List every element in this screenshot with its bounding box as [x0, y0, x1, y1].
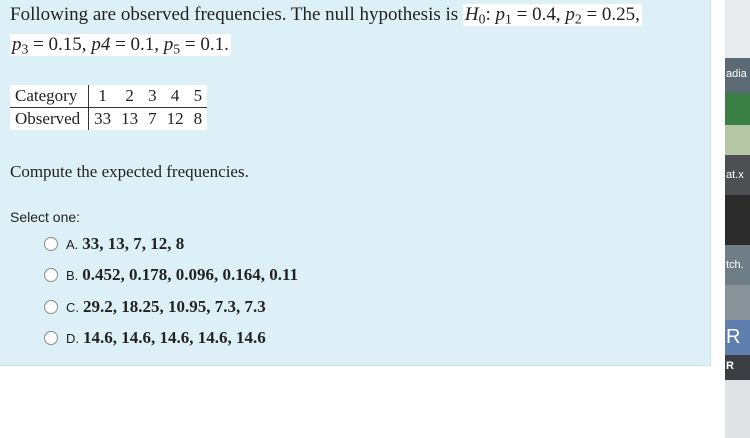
option-text: 29.2, 18.25, 10.95, 7.3, 7.3 [83, 297, 266, 316]
thumbnail-10[interactable] [725, 355, 750, 380]
h0-subscript: 0 [478, 11, 486, 27]
p4-value: = 0.1, [110, 34, 164, 55]
observed-cell: 33 [94, 109, 112, 128]
category-cell: 5 [189, 85, 208, 108]
thumbnail-label: at.x [726, 169, 744, 181]
p5-symbol: p [163, 34, 174, 55]
p2-value: = 0.25, [581, 4, 640, 25]
p5-subscript: 5 [173, 41, 181, 57]
table-row-category [10, 85, 207, 108]
option-text: 14.6, 14.6, 14.6, 14.6, 14.6 [83, 328, 266, 347]
row-header-observed: Observed [10, 108, 89, 131]
hypothesis-math-continued [10, 34, 231, 56]
p3-subscript: 3 [21, 41, 29, 57]
thumbnail-3[interactable] [725, 93, 750, 125]
category-cell: 4 [162, 85, 189, 108]
observed-cell: 12 [166, 109, 184, 128]
p2-subscript: 2 [574, 11, 582, 27]
null-hypothesis-math: $H_0$: $p_1 = 0.4$, $p_2 = 0.25$, [464, 4, 640, 27]
category-cell: 3 [143, 85, 162, 108]
radio-button-a[interactable] [44, 237, 58, 251]
frequency-table [10, 85, 207, 130]
instruction-text: Compute the expected frequencies. [10, 162, 249, 181]
select-one-label: Select one: [10, 209, 81, 225]
p1-subscript: 1 [505, 11, 512, 27]
h0-symbol: H [464, 4, 479, 25]
option-letter: C. [66, 299, 79, 315]
r-logo-letter: R [726, 326, 741, 348]
thumbnail-label: R [726, 360, 734, 372]
option-text: 33, 13, 7, 12, 8 [82, 234, 185, 253]
p1-symbol: p [495, 4, 506, 25]
p1-value: = 0.4, [511, 4, 566, 25]
category-cell: 2 [116, 85, 143, 108]
thumbnail-5[interactable] [725, 155, 750, 195]
question-text-line-1 [10, 4, 642, 26]
observed-cell: 8 [193, 109, 203, 128]
observed-cell: 7 [148, 109, 157, 128]
radio-button-b[interactable] [44, 268, 58, 282]
thumbnail-6[interactable] [725, 195, 750, 245]
option-d[interactable] [44, 327, 266, 349]
thumbnail-8[interactable] [725, 285, 750, 320]
option-text: 0.452, 0.178, 0.096, 0.164, 0.11 [82, 265, 299, 284]
question-text-line-2 [10, 34, 231, 56]
radio-button-d[interactable] [44, 331, 58, 345]
r-app-icon[interactable] [725, 320, 750, 355]
p5-value: = 0.1. [180, 34, 229, 55]
p3-value: = 0.15, [28, 34, 92, 55]
row-header-category: Category [10, 85, 89, 108]
category-cell: 1 [89, 85, 117, 108]
thumbnail-4[interactable] [725, 125, 750, 155]
radio-button-c[interactable] [44, 300, 58, 314]
p4-symbol: p4 [91, 34, 111, 55]
option-letter: D. [66, 330, 79, 346]
p3-symbol: p [12, 34, 22, 55]
option-letter: A. [66, 236, 79, 252]
table-row-observed [10, 108, 207, 131]
option-letter: B. [66, 267, 79, 283]
observed-cell: 13 [121, 109, 139, 128]
question-intro: Following are observed frequencies. The null hypothesis is [10, 4, 463, 25]
option-b[interactable] [44, 264, 298, 286]
side-taskbar-strip [725, 0, 750, 438]
thumbnail-11[interactable] [725, 380, 750, 438]
option-c[interactable] [44, 296, 266, 318]
thumbnail-1[interactable] [725, 0, 750, 58]
thumbnail-2[interactable] [725, 58, 750, 93]
thumbnail-label: adia [726, 68, 747, 80]
thumbnail-label: tch. [726, 259, 744, 271]
thumbnail-7[interactable] [725, 245, 750, 285]
p2-symbol: p [565, 4, 575, 25]
option-a[interactable] [44, 233, 184, 255]
